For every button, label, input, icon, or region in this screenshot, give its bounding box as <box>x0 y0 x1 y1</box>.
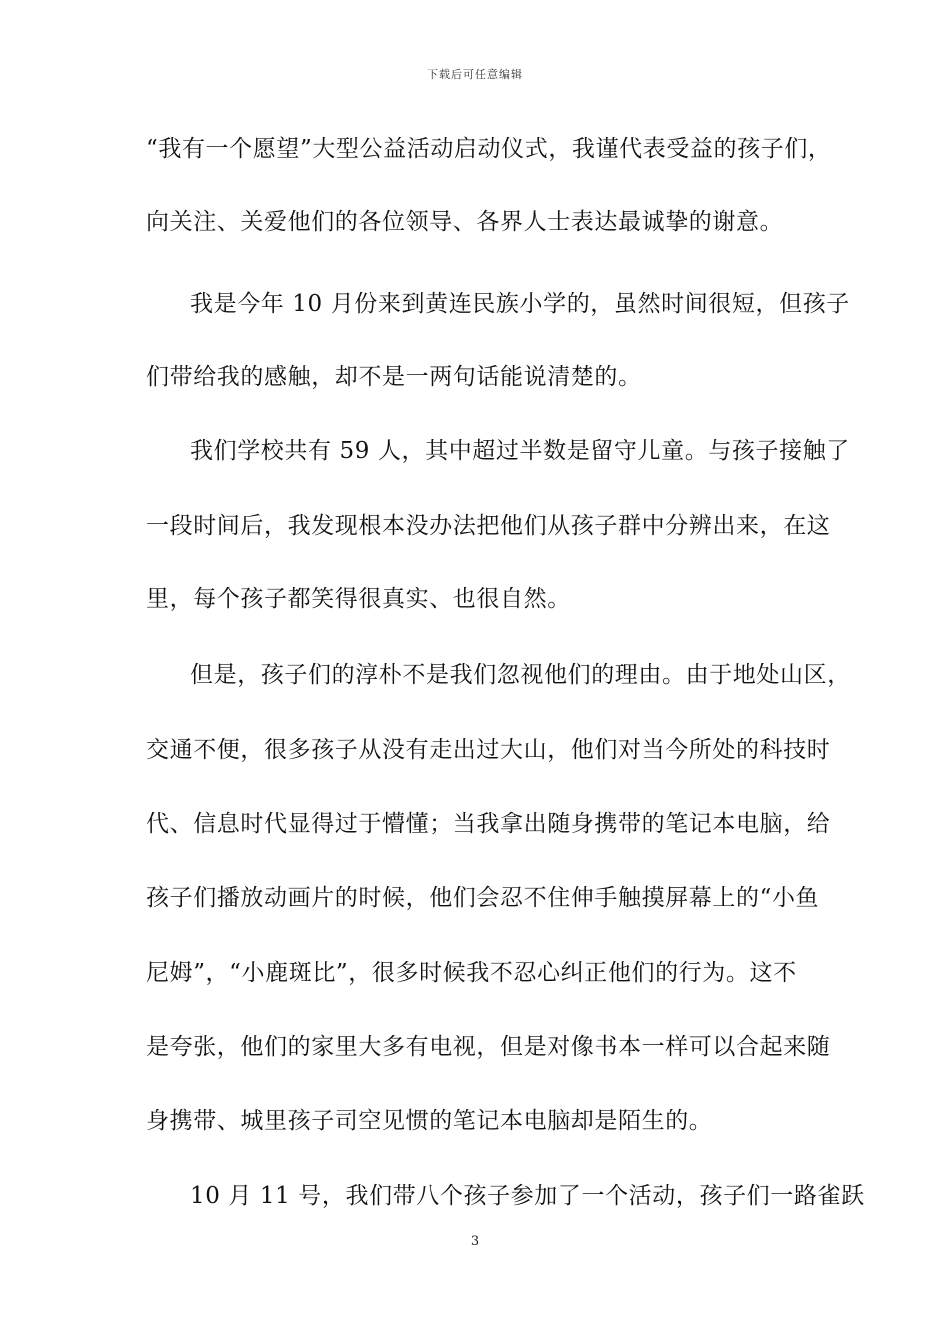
text-line: 向关注、关爱他们的各位领导、各界人士表达最诚挚的谢意。 <box>146 209 784 235</box>
text-line: 一段时间后，我发现根本没办法把他们从孩子群中分辨出来，在这 <box>146 513 831 539</box>
paragraph-first-line: 10 月 11 号，我们带八个孩子参加了一个活动，孩子们一路雀跃 <box>190 1183 865 1209</box>
text-line: 代、信息时代显得过于懵懂；当我拿出随身携带的笔记本电脑，给 <box>146 811 831 837</box>
text-line: 是夸张，他们的家里大多有电视，但是对像书本一样可以合起来随 <box>146 1034 831 1060</box>
text-line: “我有一个愿望”大型公益活动启动仪式，我谨代表受益的孩子们， <box>146 136 832 162</box>
page-header: 下载后可任意编辑 <box>427 68 523 81</box>
page-number: 3 <box>470 1234 480 1249</box>
text-line: 们带给我的感触，却不是一两句话能说清楚的。 <box>146 364 642 390</box>
paragraph-first-line: 我是今年 10 月份来到黄连民族小学的，虽然时间很短，但孩子 <box>190 291 850 317</box>
text-line: 身携带、城里孩子司空见惯的笔记本电脑却是陌生的。 <box>146 1108 713 1134</box>
paragraph-first-line: 我们学校共有 59 人，其中超过半数是留守儿童。与孩子接触了 <box>190 438 850 464</box>
text-line: 孩子们播放动画片的时候，他们会忍不住伸手触摸屏幕上的“小鱼 <box>146 885 820 911</box>
text-line: 里，每个孩子都笑得很真实、也很自然。 <box>146 586 571 612</box>
text-line: 交通不便，很多孩子从没有走出过大山，他们对当今所处的科技时 <box>146 737 831 763</box>
paragraph-first-line: 但是，孩子们的淳朴不是我们忽视他们的理由。由于地处山区， <box>190 662 851 688</box>
text-line: 尼姆”，“小鹿斑比”，很多时候我不忍心纠正他们的行为。这不 <box>146 960 797 986</box>
